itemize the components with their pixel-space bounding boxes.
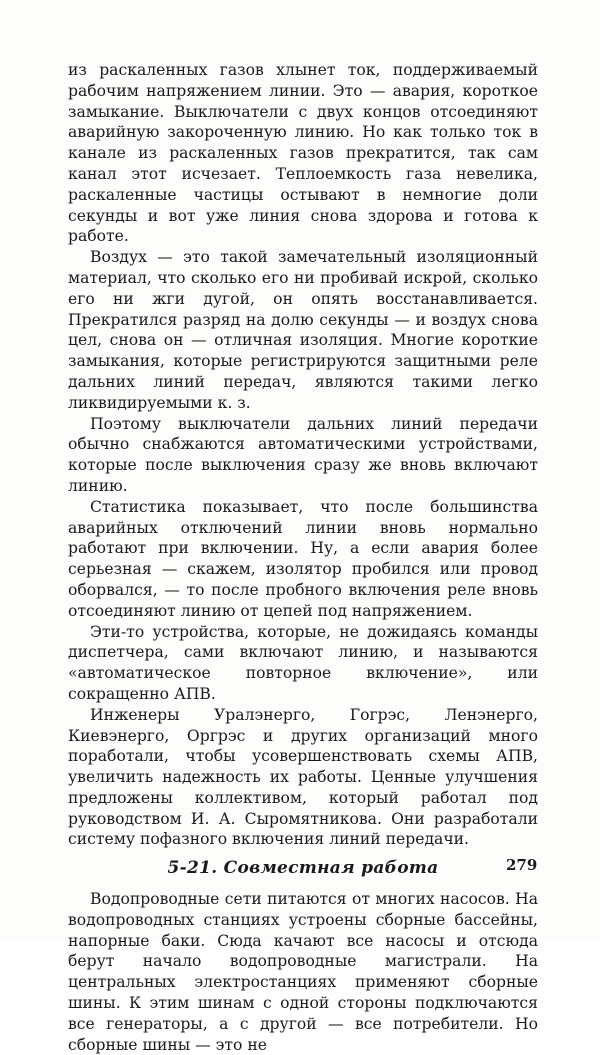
paragraph: Эти-то устройства, которые, не дожидаясь команды диспетчера, сами включают линию, и называются «автоматическое повторное включение», или сокращенно АПВ. (68, 622, 538, 703)
section-heading: 5-21. Совместная работа (167, 858, 439, 879)
paragraph: Статистика показывает, что после большинства аварийных отключений линии вновь нормально работают при включении. Ну, а если авария более серьезная — скажем, изолятор пробился или провод оборвался, — то после пробного включения реле вновь отсоединяют линию от цепей под напряжением. (68, 497, 538, 620)
page-number: 279 (506, 856, 538, 874)
paragraph: Водопроводные сети питаются от многих насосов. На водопроводных станциях устроены сборные бассейны, напорные баки. Сюда качают все насосы и отсюда берут начало водопроводные магистрали. На центральных электростанциях применяют сборные шины. К этим шинам с одной стороны подключаются все генераторы, а с другой — все потребители. Но сборные шины — это не (68, 890, 538, 1054)
paragraph: Поэтому выключатели дальних линий передачи обычно снабжаются автоматическими устройствами, которые после выключения сразу же вновь включают линию. (68, 414, 538, 495)
paragraph: Инженеры Уралэнерго, Гогрэс, Ленэнерго, Киевэнерго, Оргрэс и других организаций много поработали, чтобы усовершенствовать схемы АПВ, увеличить надежность их работы. Ценные улучшения предложены коллективом, который работал под руководством И. А. Сыромятникова. Они разработали систему пофазного включения линий передачи. (68, 705, 538, 849)
body-text (68, 60, 538, 1055)
paragraph: из раскаленных газов хлынет ток, поддерживаемый рабочим напряжением линии. Это — авария, короткое замыкание. Выключатели с двух концов отсоединяют аварийную закороченную линию. Но как только ток в канале из раскаленных газов прекратится, так сам канал этот исчезает. Теплоемкость газа невелика, раскаленные частицы остывают в немногие доли секунды и вот уже линия снова здорова и готова к работе. (68, 61, 538, 246)
paragraph: Воздух — это такой замечательный изоляционный материал, что сколько его ни пробивай искрой, сколько его ни жги дугой, он опять восстанавливается. Прекратился разряд на долю секунды — и воздух снова цел, снова он — отличная изоляция. Многие короткие замыкания, которые регистрируются защитными реле дальних линий передач, являются такими легко ликвидируемыми к. з. (68, 248, 538, 412)
